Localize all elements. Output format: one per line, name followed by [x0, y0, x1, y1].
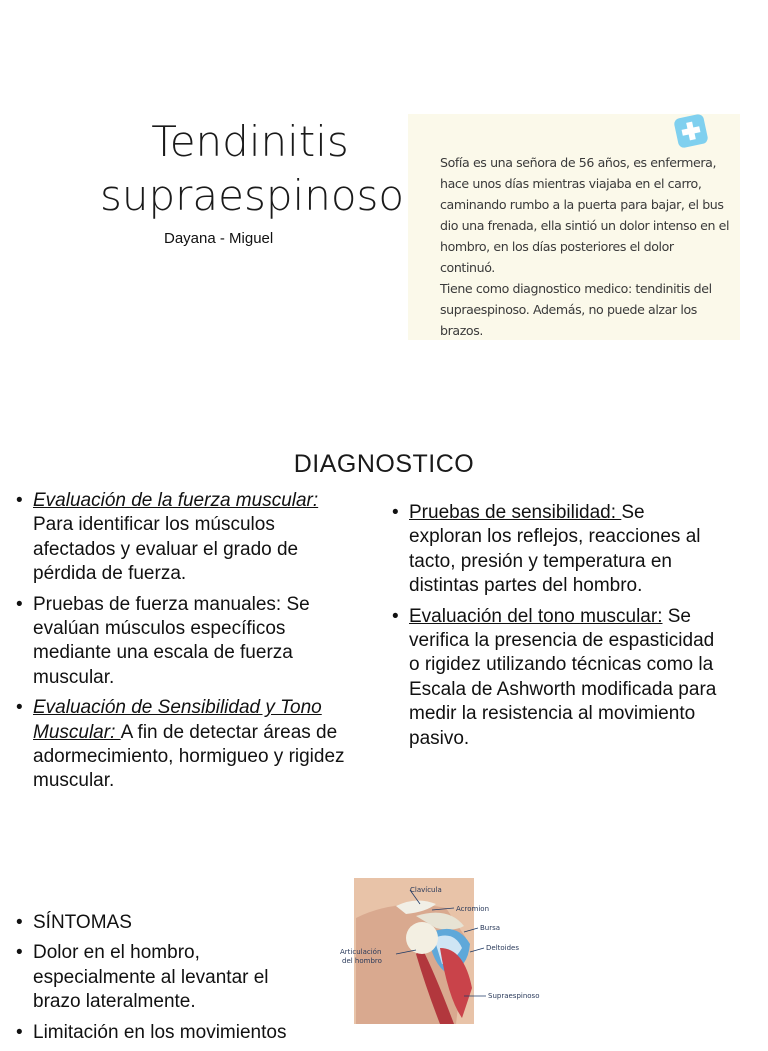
diagnostico-left-list — [16, 489, 346, 800]
item-label: Evaluación del tono muscular: — [409, 605, 663, 627]
case-line: Sofía es una señora de 56 años, es enfermera, — [440, 155, 717, 170]
list-item — [16, 696, 346, 794]
diagnostico-title: DIAGNOSTICO — [293, 450, 475, 478]
authors: Dayana - Miguel — [164, 230, 274, 247]
list-item: • Limitación en los movimientos — [16, 1021, 316, 1045]
shoulder-anatomy-illustration — [336, 878, 552, 1024]
label-clavicula: Clavícula — [410, 886, 442, 894]
case-card — [408, 114, 740, 340]
list-item — [16, 593, 346, 691]
item-text: Para identificar los músculos afectados y evaluar el grado de pérdida de fuerza. — [33, 514, 299, 585]
item-label: Pruebas de sensibilidad: — [409, 502, 622, 523]
title-line-2: supraespinoso — [100, 171, 405, 220]
list-item — [392, 501, 722, 599]
humeral-head — [406, 922, 438, 954]
presentation-title — [100, 115, 405, 223]
list-item — [16, 489, 346, 587]
case-line: hace unos días mientras viajaba en el carro, — [440, 176, 702, 191]
item-label: Evaluación de la fuerza muscular: — [33, 490, 319, 511]
case-line: supraespinoso. Además, no puede alzar los brazos. — [440, 302, 697, 338]
case-line: hombro, en los días posteriores el dolor continuó. — [440, 239, 674, 275]
case-text — [440, 152, 732, 341]
medical-plus-icon — [673, 113, 709, 149]
slide-title — [0, 0, 768, 390]
label-acromion: Acromion — [456, 905, 490, 913]
diagnostico-right-list — [392, 501, 722, 757]
case-line: Tiene como diagnostico medico: tendinitis del — [440, 281, 712, 296]
case-line: caminando rumbo a la puerta para bajar, el bus — [440, 197, 724, 212]
list-item: • Dolor en el hombro, especialmente al levantar el brazo lateralmente. — [16, 941, 316, 1014]
label-supraespinoso: Supraespinoso — [488, 992, 540, 1000]
label-bursa: Bursa — [480, 924, 501, 932]
list-item — [392, 605, 722, 751]
item-text: A fin de detectar áreas de adormecimiento, hormigueo y rigidez muscular. — [33, 721, 345, 792]
label-deltoides: Deltoides — [486, 944, 520, 952]
list-item: • SÍNTOMAS — [16, 911, 316, 935]
sintomas-list — [16, 911, 316, 1051]
label-articulacion: Articulación — [340, 948, 382, 956]
item-text: Pruebas de fuerza manuales: Se evalúan músculos específicos mediante una escala de fuerza muscular. — [33, 593, 310, 688]
item-text: Se verifica la presencia de espasticidad o rigidez utilizando técnicas como la Escala de Ashworth modificada para medir la resistencia al movimiento pasivo. — [409, 605, 717, 749]
title-line-1: Tendinitis — [151, 117, 349, 166]
case-line: dio una frenada, ella sintió un dolor intenso en el — [440, 218, 730, 233]
label-del-hombro: del hombro — [342, 957, 382, 965]
item-text: Se exploran los reflejos, reacciones al tacto, presión y temperatura en distintas partes del hombro. — [409, 502, 701, 597]
item-label: Evaluación de Sensibilidad y Tono Muscular: — [33, 697, 322, 743]
